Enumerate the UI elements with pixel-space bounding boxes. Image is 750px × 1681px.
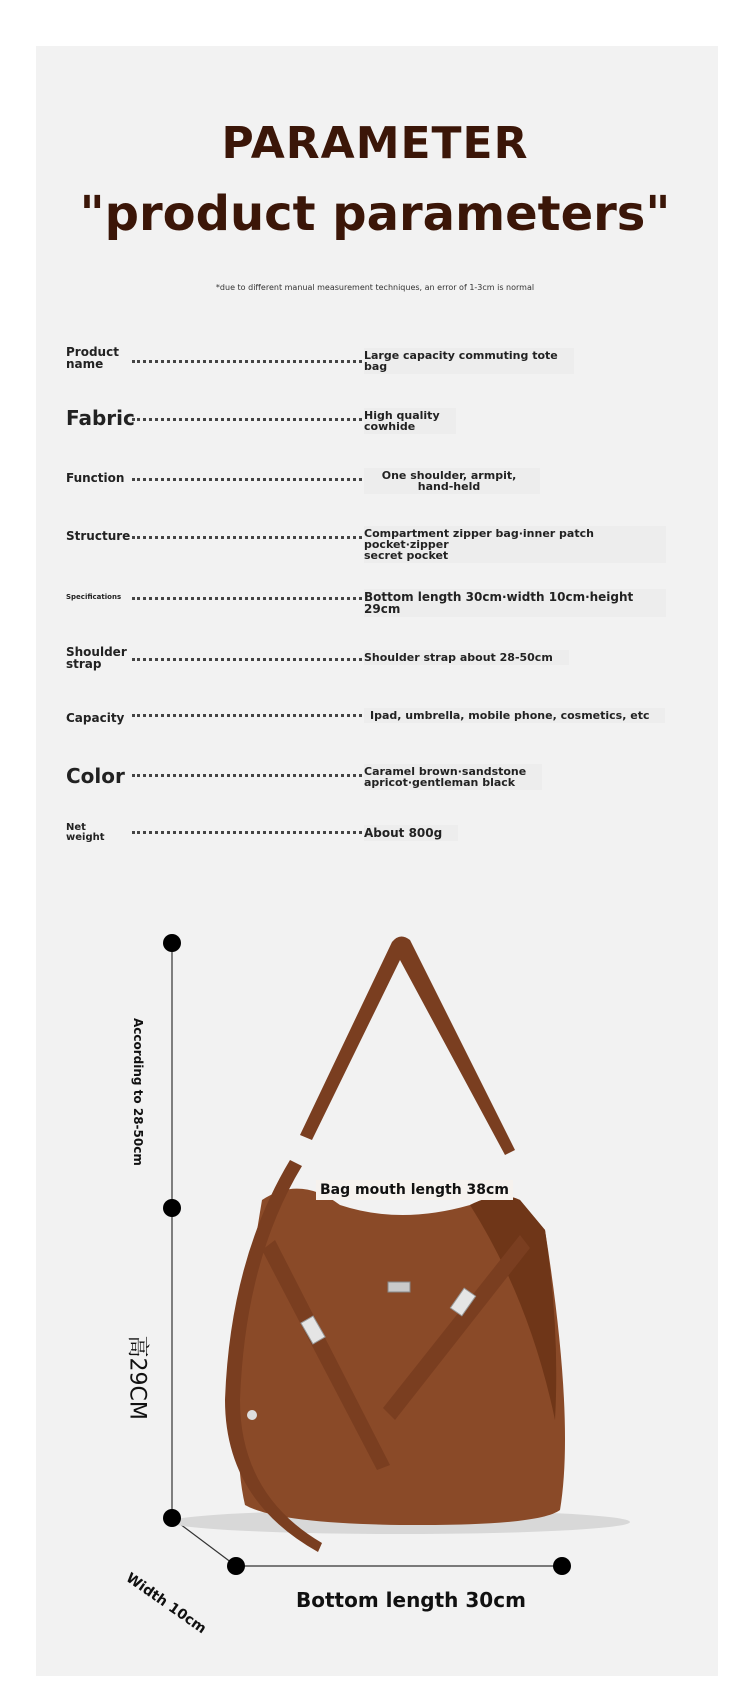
param-value: Ipad, umbrella, mobile phone, cosmetics, etc	[364, 708, 665, 723]
param-value: Shoulder strap about 28-50cm	[364, 650, 569, 665]
marker-dot-middle	[163, 1199, 181, 1217]
param-value: High quality cowhide	[364, 408, 456, 434]
page-title: PARAMETER	[221, 118, 529, 169]
param-label: Specifications	[66, 593, 122, 601]
marker-dot-top	[163, 934, 181, 952]
strap-length-label: According to 28-50cm	[131, 1018, 145, 1166]
param-value: Caramel brown·sandstone apricot·gentleman black	[364, 764, 542, 790]
param-value: Compartment zipper bag·inner patch pocket·zipper secret pocket	[364, 526, 666, 563]
param-value: Bottom length 30cm·width 10cm·height 29cm	[364, 589, 666, 617]
param-label: Color	[66, 764, 125, 788]
param-label: Fabric	[66, 406, 135, 430]
marker-dot-bottom-left	[163, 1509, 181, 1527]
handbag-image	[170, 936, 630, 1552]
marker-dot-bottom-corner	[227, 1557, 245, 1575]
param-value: About 800g	[364, 825, 458, 841]
measurement-note: *due to different manual measurement techniques, an error of 1-3cm is normal	[215, 283, 535, 292]
param-value: One shoulder, armpit, hand-held	[364, 468, 540, 494]
param-label: Capacity	[66, 711, 125, 725]
bag-mouth-label: Bag mouth length 38cm	[316, 1180, 513, 1200]
param-value: Large capacity commuting tote bag	[364, 348, 574, 374]
bottom-length-label: Bottom length 30cm	[296, 1588, 526, 1612]
page-subtitle: "product parameters"	[79, 186, 671, 242]
height-label: 高29CM	[124, 1335, 150, 1420]
param-label: Shoulder strap	[66, 645, 127, 671]
param-label: Product name	[66, 345, 119, 371]
param-label: Function	[66, 471, 125, 485]
param-label: Net weight	[66, 822, 105, 843]
marker-dot-bottom-right	[553, 1557, 571, 1575]
param-label: Structure	[66, 529, 131, 543]
width-label: Width 10cm	[122, 1570, 210, 1638]
